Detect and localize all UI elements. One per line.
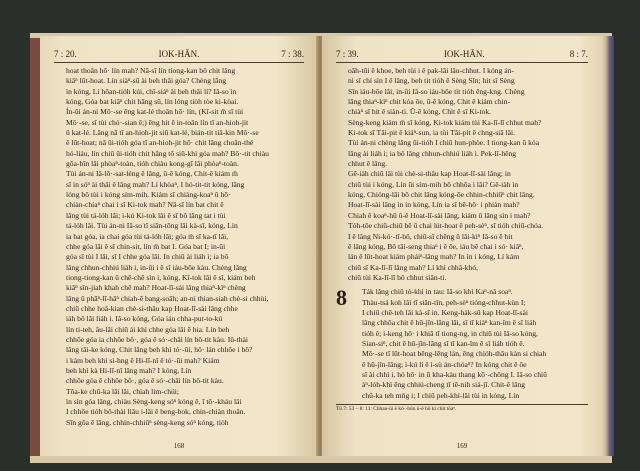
line-text: chū-ka teh mn̄g i; I chiū peh-khí-lâi tùi in kóng, Lín xyxy=(362,390,520,400)
line-text: Ki-tok sī Tāi-pit ê kiáⁿ-sun, ia tùi Tāi-pit ê chng-siā lâi. xyxy=(348,128,516,138)
text-line xyxy=(352,298,590,308)
text-line xyxy=(56,345,306,355)
line-text: hoat thoân hō· lín mah? Nā-sī lín tiong-kan bô chit lâng xyxy=(66,66,236,75)
right-page-ref-start: 7 : 39. xyxy=(336,49,359,59)
text-line xyxy=(352,339,590,349)
right-page xyxy=(322,36,602,456)
text-line xyxy=(352,360,590,370)
line-text: chhōe góa ē chhōe bô·, góa ê só·-chāi lín bô-tit kàu. xyxy=(66,376,224,386)
text-line xyxy=(56,397,306,407)
text-line xyxy=(56,356,306,366)
text-line xyxy=(56,252,306,262)
line-text: chiū sī Ka-lī-lī lâng mah? Lí khì chhâ-khó, xyxy=(348,262,478,272)
right-header-rule xyxy=(336,62,588,63)
line-text: lâng chhōa chit ê hū-jîn-lâng lâi, sī tī kiàⁿ kan-îm ê sî liáh xyxy=(362,318,537,328)
text-line xyxy=(56,87,306,97)
line-text: kiâⁿ lūt-hoat. Lín siàⁿ-sū ài beh thâi góa? Chèng lâng xyxy=(66,76,226,86)
text-line xyxy=(338,149,590,159)
line-text: Tóh-tôe chiū-chiū bē ū chai lút-hoat ê peh-sèⁿ, sī tióh chiū-chóa. xyxy=(348,221,544,231)
text-line xyxy=(352,391,590,401)
text-line xyxy=(56,200,306,210)
line-text: Sîn iáu-bōe lâi, in-ūi Iâ-so͘ iáu-bōe tit tióh êng-kng. Chèng xyxy=(348,86,525,96)
line-text: ū kat-lé. Lâng nā tī an-hioh-jit siū kat-lé, bián-tit tiā-kin Mô·-se xyxy=(66,128,259,138)
text-line xyxy=(56,138,306,148)
line-text: chhe góa lâi ê sī chin-sit, lín m̄ bat I. Góa bat I; in-ūi xyxy=(66,241,226,251)
text-line xyxy=(338,159,590,169)
text-line xyxy=(56,107,306,117)
line-text: lâng thiaⁿ-kìⁿ chit kóa ōe, ū-ê kóng, Chit ê kiám chin- xyxy=(348,97,511,107)
text-line xyxy=(352,380,590,390)
line-text: Chiah ê koaⁿ-hū ū-ê Hoat-lī-sài lâng, kiám ū lâng sìn i mah? xyxy=(348,210,531,220)
text-line xyxy=(352,308,590,318)
text-line xyxy=(338,169,590,179)
right-page-title: IOK-HĀN. xyxy=(443,49,485,59)
text-line xyxy=(56,273,306,283)
text-line xyxy=(338,87,590,97)
line-text: ìn kóng, Lí hōan-tióh kúi, chī-siáⁿ ài beh thâi lí? Iâ-so͘ ìn xyxy=(66,86,237,96)
left-page-header xyxy=(54,48,304,60)
line-text: Sèng-keng kiám m̄ sī kóng, Ki-tok kiám tùi Ka-lī-lī chhut mah? xyxy=(348,117,542,127)
line-text: Thàu-tsá koh lâi tī siān-tīn, peh-sèⁿ tióng-chhut-kùn I; xyxy=(362,297,526,307)
text-line xyxy=(56,263,306,273)
line-text: góa sī tùi I lâi, sī I chhe góa lâi. In chiū ài liáh i; ia bô xyxy=(66,252,229,262)
line-text: Ín-ūi án-ni Mô·-se ēng kat-lé thoân hō· lín, (Kî-sit m̄ sī tùi xyxy=(66,107,244,117)
line-text: ê hū-jîn-lâng; ì-kú lí ê ì-sù án-chóaⁿ? In kóng chit ê ōe xyxy=(362,359,527,369)
text-line xyxy=(56,294,306,304)
line-text: i kám beh khì sì-hng ê Hi-lī-nî ê tó·-ūi mah? Kiám xyxy=(66,355,220,365)
line-text: Gē-iàh chiū lâi tùi chè-si-thâu kap Hoat-lī-sài lâng; in xyxy=(348,169,511,179)
text-line xyxy=(352,287,590,297)
text-line xyxy=(56,76,306,86)
right-page-header xyxy=(336,48,588,60)
line-text: tá-lóh lâi. Tùi án-ni Iâ-so͘ tī siān-tōng lâi kà-sī, kóng, Lín xyxy=(66,221,238,231)
line-text: kóng, Góa bat kiâⁿ chit hāng sū, lín lóng tiòh tòe ki-kòai. xyxy=(66,97,239,107)
text-line xyxy=(352,329,590,339)
line-text: lâng tāi-ke kóng, Chit lâng beh khì tó·-ūi, hō· lán chhōe i bô? xyxy=(66,345,253,355)
text-line xyxy=(56,407,306,417)
text-line xyxy=(56,128,306,138)
text-line xyxy=(56,66,306,76)
text-line xyxy=(56,418,306,428)
text-line xyxy=(338,221,590,231)
line-text: kóng, Chióng-lâi bô chit lâng kóng-ōe chhin-chhiūⁿ chit lâng. xyxy=(348,190,535,200)
line-text: ê lâng kóng, Bô tāi-seng thiaⁿ i ê ōe, iáu bē chai i só· kiâⁿ, xyxy=(348,241,524,251)
line-text: Sian-siⁿ, chit ê hū-jîn-lâng sī tī kan-îm ê sî liáh tióh ê. xyxy=(362,339,525,349)
line-text: I chiū chē-teh lâi kà-sī in. Keng-hák-sū kap Hoat-lī-sài xyxy=(362,308,528,318)
text-line xyxy=(56,190,306,200)
text-line xyxy=(338,263,590,273)
left-page-ref-start: 7 : 20. xyxy=(54,49,77,59)
line-text: tióh ê; i-keng hō· i khiā tī tiong-ng, in chiū tùi Iâ-so͘ kóng, xyxy=(362,328,538,338)
book-cover-right-edge xyxy=(600,36,614,456)
text-line xyxy=(338,107,590,117)
line-text: lâng ū phāⁿ-lī-hāⁿ chiah-ē bang-soāh; an-ni thian-siah chè-si chhùi, xyxy=(66,293,269,303)
text-line xyxy=(352,318,590,328)
line-text: I chhōe tióh bô-thài liāu i-lāi ê beng-bok, chín-chiàn thoân. xyxy=(66,407,246,417)
left-header-rule xyxy=(54,62,304,63)
left-page-number: 168 xyxy=(173,442,185,450)
text-line xyxy=(338,190,590,200)
line-text: kiâⁿ sîn-jiah khah chē mah? Hoat-lī-sài lâng thiaⁿ-kìⁿ chèng xyxy=(66,283,246,293)
text-line xyxy=(352,349,590,359)
line-text: hó-liáu, lín chiū ūi-tióh chit hāng tō siū-khì góa mah? Bô·-tit chiàu xyxy=(66,148,269,158)
line-text: sī ài chhì i, hó hō· in ū kha-kàu thang kō·-chōng I. Iâ-so͘ chiū xyxy=(362,370,547,380)
line-text: ia bat góa, ia chai góa tùi tá-lóh lâi; góa m̄ sī ka-tī lâi, xyxy=(66,231,229,241)
line-text: lâng ài liáh i; ia bô lâng chhun-chhiú liáh i. Pek-lī-hēng xyxy=(348,148,517,158)
footnote-rule xyxy=(336,404,588,405)
line-text: chhut ê lâng. xyxy=(348,159,388,169)
line-text: lín ti-teh, āu-lâi chiū ái khì chhe góa lâi ê hia. Lín beh xyxy=(66,324,230,334)
left-page-title: IOK-HĀN. xyxy=(158,49,200,59)
text-line xyxy=(56,376,306,386)
text-line xyxy=(338,138,590,148)
line-text: Ták lâng chiū tò-khì in tau: Iâ-so͘ khì Kaⁿ-nâ soaⁿ. xyxy=(362,287,513,297)
line-text: Tùi án-ni chèng lâng ūi-tióh I chiū hun-phòe. I tiong-kan ū kóa xyxy=(348,138,540,148)
text-line xyxy=(338,232,590,242)
line-text: sī in sóⁿ ài thâi ê lâng mah? Lí khòaⁿ, I hó-tit-tit kóng, lâng xyxy=(66,179,245,189)
text-line xyxy=(56,221,306,231)
line-text: Hoat-lī-sài lâng ìn in kóng, Lín ia sī bē-hō· i phiàn mah? xyxy=(348,200,520,210)
text-line xyxy=(56,304,306,314)
text-line xyxy=(56,169,306,179)
line-text: ìn sìn góa lâng, chiàu Sèng-keng sóⁿ kóng ê, ī tō·-kháu lâi xyxy=(66,397,242,406)
text-line xyxy=(56,366,306,376)
text-line xyxy=(56,283,306,293)
text-line xyxy=(56,180,306,190)
line-text: I ê lâng Ni-kó·-tī-bô, chiū-sī chêng ū lâi-kiⁿ Iâ-so͘ ê hit xyxy=(348,231,513,241)
text-line xyxy=(338,118,590,128)
line-text: chiū tùi i kóng, Lín ūi sím-mih bô chhōa i lâi? Gē-iàh ìn xyxy=(348,179,519,189)
text-line xyxy=(56,314,306,324)
right-page-number: 169 xyxy=(456,442,468,450)
text-line xyxy=(338,252,590,262)
footnote: Tú 7: 53 – 8: 11: Chhau-ūi ê kó·-bún ū-ê bô kì chit tōaⁿ. xyxy=(336,406,457,413)
text-line xyxy=(56,118,306,128)
text-line xyxy=(56,159,306,169)
line-text: chhōe góa ia chhōe bô·, góa ê só·-chāi lín bô-tit kàu. Iû-thài xyxy=(66,334,248,344)
right-page-text xyxy=(338,66,590,283)
text-line xyxy=(56,242,306,252)
text-line xyxy=(56,232,306,242)
text-line xyxy=(352,370,590,380)
text-line xyxy=(56,387,306,397)
text-line xyxy=(338,273,590,283)
line-text: Mô·-se, sī tùi chó·-sian ê;) ēng hit ê in-toân lín tī an-hioh-jit xyxy=(66,117,249,127)
line-text: iáh bô lâi liáh i. Iâ-so͘ kóng, Góa iáu chha-put-to-kú xyxy=(66,314,223,324)
line-text: ê lūt-hoat; nā ūi-tióh góa tī an-hioh-jit hō· chit lâng choân-thé xyxy=(66,138,254,148)
left-page-ref-end: 7 : 38. xyxy=(281,49,304,59)
text-line xyxy=(338,211,590,221)
right-page-chapter-text xyxy=(352,287,590,401)
line-text: Mô·-se tī lūt-hoat bēng-lēng lán, ēng chióh-thâu kàn si chiah xyxy=(362,349,547,359)
line-text: tiong-tiong-kan ū chē-chē sìn i, kóng, Kî-tok lâi ê sî, kiám beh xyxy=(66,272,256,282)
line-text: beh khì kà Hi-lī-nî lâng mah? I kóng, Lín xyxy=(66,365,192,375)
left-page-text xyxy=(56,66,306,428)
text-line xyxy=(56,325,306,335)
line-text: lâng tùi tá-lóh lâi; ì-kú Ki-tok lâi ê sî bô lâng tat i tùi xyxy=(66,210,226,220)
left-page xyxy=(40,36,318,456)
line-text: Tùi án-ni Iâ-lō·-sat-léng ê lâng, ū-ê kóng, Chit-ê kiám m̄ xyxy=(66,169,238,179)
line-text: àⁿ-lóh-khì ēng chhiú-cheng tī tē-nih siá-jī. Chit-ê lâng xyxy=(362,380,526,390)
text-line xyxy=(56,97,306,107)
line-text: lâng chhun-chhiú liáh i, in-ūi i ê sî iáu-bōe kàu. Chèng lâng xyxy=(66,262,247,272)
text-line xyxy=(338,180,590,190)
text-line xyxy=(338,200,590,210)
right-page-ref-end: 8 : 7. xyxy=(569,49,588,59)
line-text: Sîn gōa ê lâng, chhin-chhiūⁿ sèng-keng sóⁿ kóng, tiòh xyxy=(66,417,229,427)
chapter-number: 8 xyxy=(336,285,347,311)
line-text: chiū tùi Ka-lī-lī bô chhut siān-ti. xyxy=(348,272,447,282)
text-line xyxy=(338,242,590,252)
text-line xyxy=(56,335,306,345)
text-line xyxy=(338,97,590,107)
line-text: chiū chhe hoâ-kian chè-si-thâu kap Hoat-lī-sài lâng chhe xyxy=(66,303,238,313)
line-text: oāh-tūi ê khoe, beh tùi i ê pak-lāi lâu-chhut. I kóng án- xyxy=(348,66,514,75)
text-line xyxy=(56,211,306,221)
line-text: gōa-bīn lâi phòaⁿ-toàn, tióh chiàu kong-gī lâi phòaⁿ-toàn. xyxy=(66,159,239,169)
text-line xyxy=(338,128,590,138)
text-line xyxy=(338,66,590,76)
line-text: Tōa-ke chū-ka lâi lâi, chiah lim-chúi; xyxy=(66,386,180,396)
book-cover-left-edge xyxy=(30,38,40,456)
line-text: chiàⁿ sī hit ê siàn-ti. Ū-ê kóng, Chit ê sī Ki-tok. xyxy=(348,107,492,117)
text-line xyxy=(338,76,590,86)
line-text: chiàn-chiaⁿ chai i sī Ki-tok mah? Nā-sī lín bat chit ê xyxy=(66,200,224,210)
text-line xyxy=(56,149,306,159)
line-text: lóng bô tùi i kóng sím-mih. Kiám sī chiàng-koaⁿ ū hō· xyxy=(66,190,231,200)
line-text: ni sī chí sìn I ê lâng, beh tit tióh ê Sèng Sîn; hit sî Sèng xyxy=(348,76,515,86)
line-text: lán ê lūt-hoat kiám pháiⁿ-lâng mah? In ìn i kóng, Lí kám xyxy=(348,252,520,262)
